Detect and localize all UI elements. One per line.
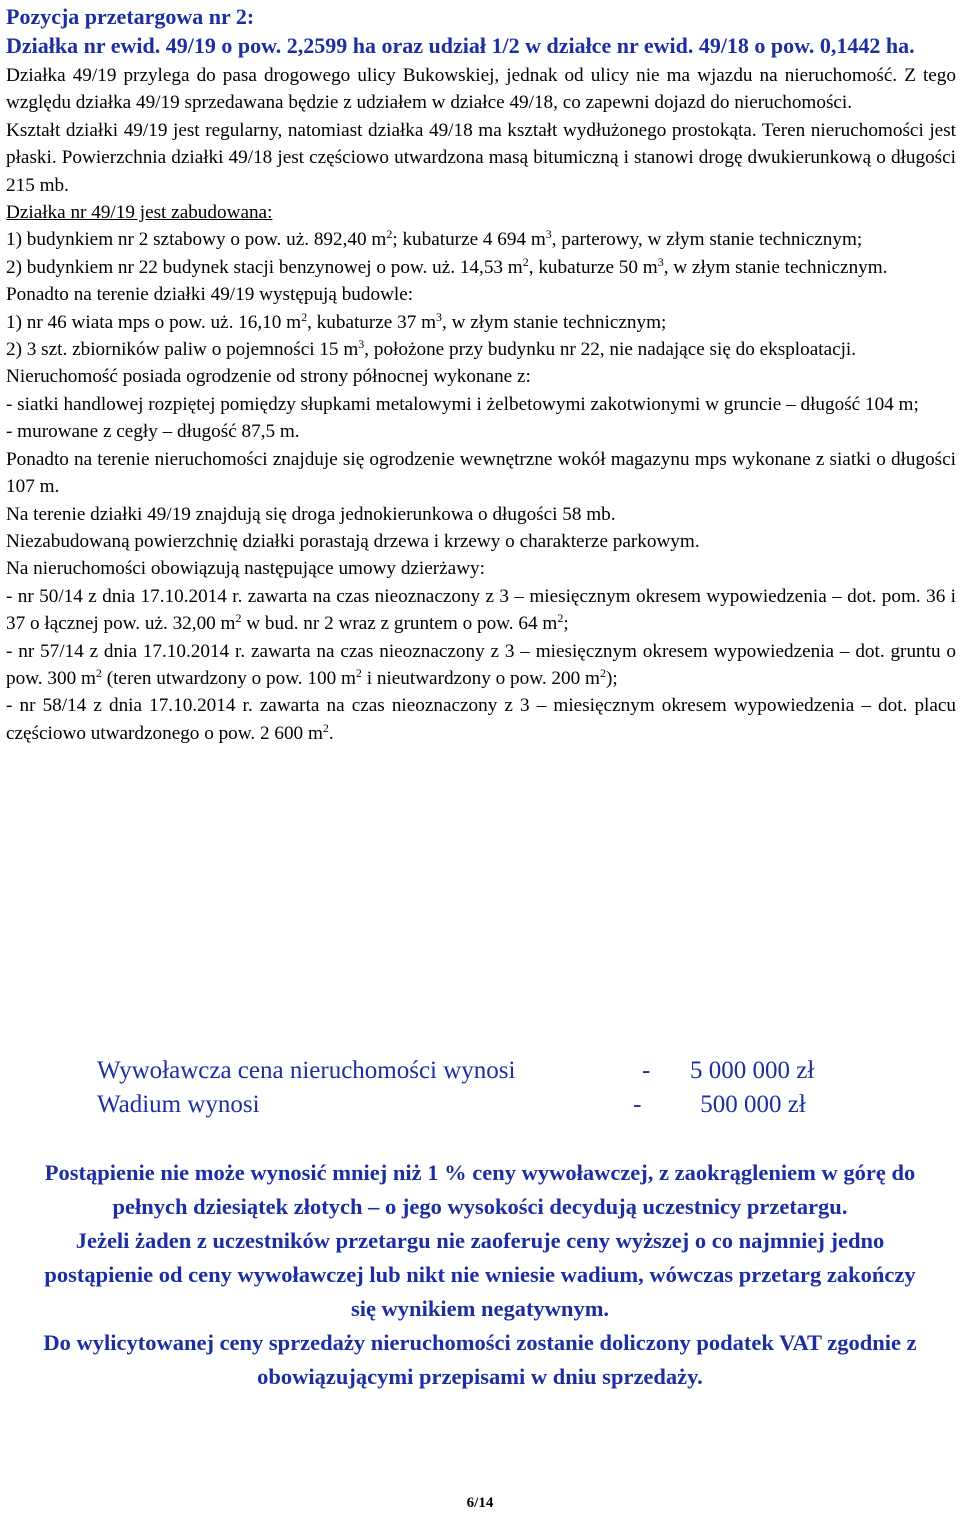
fence-1: - siatki handlowej rozpiętej pomiędzy słupkami metalowymi i żelbetowymi zakotwionymi w gruncie – długość 104 m; xyxy=(6,393,919,415)
fence-heading: Nieruchomość posiada ogrodzenie od strony północnej wykonane z: xyxy=(6,366,531,388)
starting-price-dash: - xyxy=(642,1057,651,1084)
deposit-amount: 500 000 zł xyxy=(700,1091,806,1118)
structure-2: 2) 3 szt. zbiorników paliw o pojemności 15 $m^3$, położone przy budynku nr 22, nie nadające się do eksploatacji. xyxy=(6,337,857,361)
structure-1: 1) nr 46 wiata mps o pow. uż. 16,10 $m^2$, kubaturze 37 $m^3$, w złym stanie technicznym; xyxy=(6,309,667,333)
starting-price-row xyxy=(97,1054,897,1088)
plot-heading: Działka nr ewid. 49/19 o pow. 2,2599 ha oraz udział 1/2 w działce nr ewid. 49/18 o pow. 0,1442 ha. xyxy=(6,33,915,58)
building-1: 1) budynkiem nr 2 sztabowy o pow. uż. 892,40 $m^2$; kubaturze 4 694 $m^3$, parterowy, w złym stanie technicznym; xyxy=(6,227,863,251)
page-number: 6/14 xyxy=(466,1495,494,1511)
deposit-dash: - xyxy=(633,1091,642,1118)
road-paragraph: Na terenie działki 49/19 znajdują się droga jednokierunkowa o długości 58 mb. xyxy=(6,503,616,525)
shape-paragraph: Kształt działki 49/19 jest regularny, natomiast działka 49/18 ma kształt wydłużonego prostokąta. Teren nieruchomości jest płaski. Powierzchnia działki 49/18 jest częściowo utwardzona masą bitumiczną i stanowi drogę dwukierunkową o długości 215 mb. xyxy=(6,119,956,196)
description xyxy=(6,62,956,747)
starting-price-label: Wywoławcza cena nieruchomości wynosi xyxy=(97,1057,516,1084)
vat-notice: Do wylicytowanej ceny sprzedaży nieruchomości zostanie doliczony podatek VAT zgodnie z obowiązującymi przepisami w dniu sprzedaży. xyxy=(43,1330,917,1389)
built-heading: Działka nr 49/19 jest zabudowana: xyxy=(6,202,273,224)
inner-fence-paragraph: Ponadto na terenie nieruchomości znajduje się ogrodzenie wewnętrzne wokół magazynu mps wykonane z siatki o długości 107 m. xyxy=(6,448,956,498)
lease-3: - nr 58/14 z dnia 17.10.2014 r. zawarta na czas nieoznaczony z 3 – miesięcznym okresem wypowiedzenia – dot. placu częściowo utwardzonego o pow. 2 600 $m^2$. xyxy=(6,695,956,744)
price-block xyxy=(97,1054,897,1122)
fence-2: - murowane z cegły – długość 87,5 m. xyxy=(6,421,300,443)
starting-price-amount: 5 000 000 zł xyxy=(690,1057,815,1084)
lease-2: - nr 57/14 z dnia 17.10.2014 r. zawarta na czas nieoznaczony z 3 – miesięcznym okresem wypowiedzenia – dot. gruntu o pow. 300 $m^2$ (teren utwardzony o pow. 100 $m^2$ i nieutwardzony o pow. 200 $m^2$); xyxy=(6,640,956,689)
vegetation-paragraph: Niezabudowaną powierzchnię działki porastają drzewa i krzewy o charakterze parkowym. xyxy=(6,530,700,552)
negative-result-notice: Jeżeli żaden z uczestników przetargu nie zaoferuje ceny wyższej o co najmniej jedno postąpienie od ceny wywoławczej lub nikt nie wniesie wadium, wówczas przetarg zakończy się wynikiem negatywnym. xyxy=(44,1228,916,1321)
building-2: 2) budynkiem nr 22 budynek stacji benzynowej o pow. uż. 14,53 $m^2$, kubaturze 50 $m^3$, w złym stanie technicznym. xyxy=(6,254,888,278)
deposit-label: Wadium wynosi xyxy=(97,1091,260,1118)
deposit-row xyxy=(97,1088,897,1122)
structures-heading: Ponadto na terenie działki 49/19 występują budowle: xyxy=(6,284,414,306)
lease-1: - nr 50/14 z dnia 17.10.2014 r. zawarta na czas nieoznaczony z 3 – miesięcznym okresem wypowiedzenia – dot. pom. 36 i 37 o łącznej pow. uż. 32,00 $m^2$ w bud. nr 2 wraz z gruntem o pow. 64 $m^2$; xyxy=(6,585,956,635)
lease-heading: Na nieruchomości obowiązują następujące umowy dzierżawy: xyxy=(6,558,485,580)
access-paragraph: Działka 49/19 przylega do pasa drogowego ulicy Bukowskiej, jednak od ulicy nie ma wjazdu na nieruchomość. Z tego względu działka 49/19 sprzedawana będzie z udziałem w działce 49/18, co zapewni dojazd do nieruchomości. xyxy=(6,65,956,114)
auction-notice xyxy=(0,1156,960,1394)
document-page xyxy=(6,0,956,747)
bid-increment-notice: Postąpienie nie może wynosić mniej niż 1 % ceny wywoławczej, z zaokrągleniem w górę do pełnych dziesiątek złotych – o jego wysokości decydują uczestnicy przetargu. xyxy=(44,1160,916,1219)
auction-item-title: Pozycja przetargowa nr 2: xyxy=(6,4,255,29)
